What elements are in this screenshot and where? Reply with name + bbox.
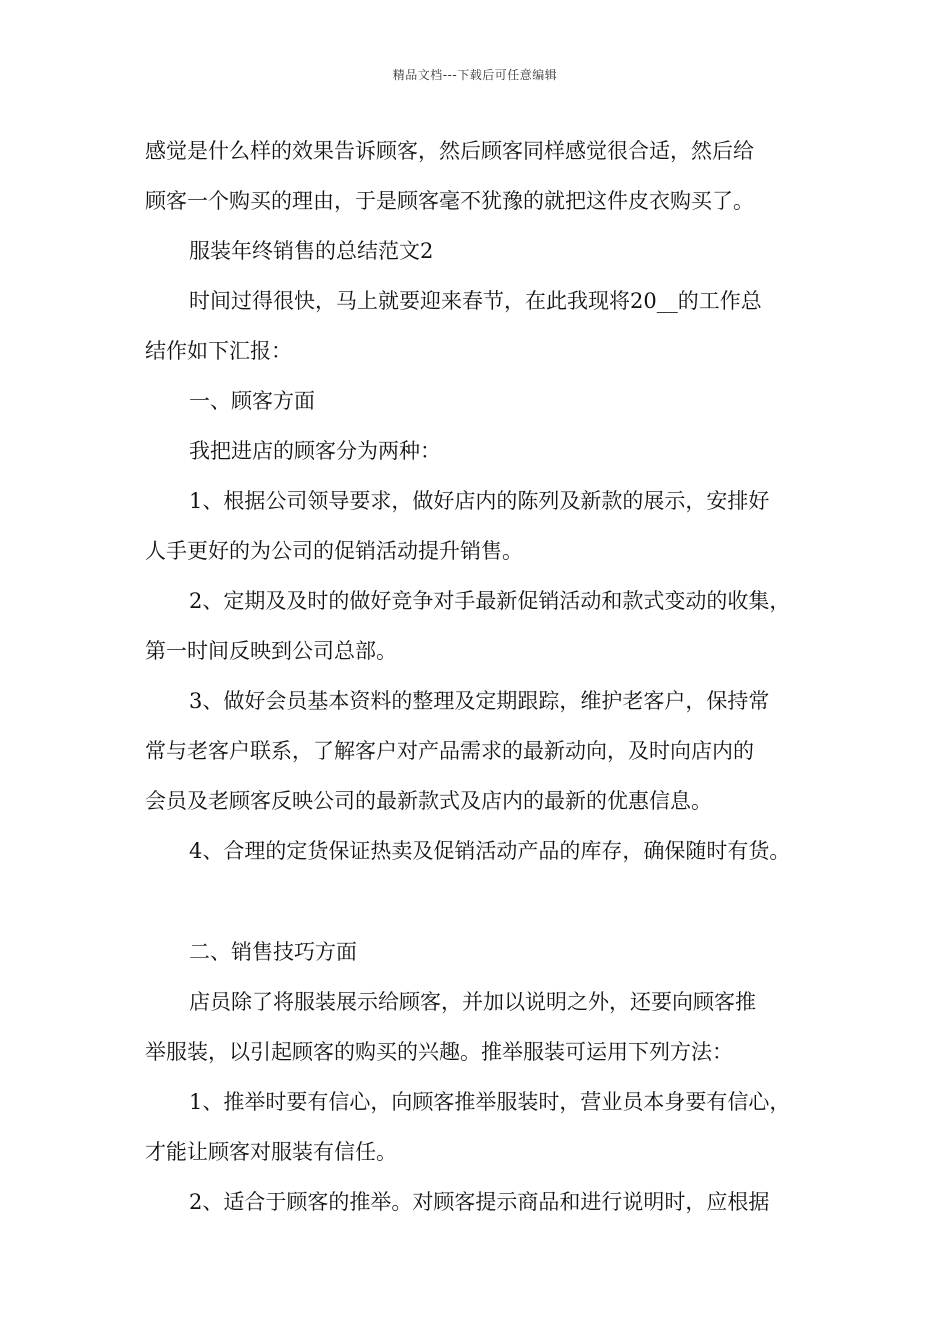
paragraph-line: 店员除了将服装展示给顾客，并加以说明之外，还要向顾客推 [189, 990, 756, 1014]
list-item-line: 会员及老顾客反映公司的最新款式及店内的最新的优惠信息。 [145, 789, 712, 813]
list-item-line: 4、合理的定货保证热卖及促销活动产品的库存，确保随时有货。 [189, 839, 791, 863]
section-heading: 一、顾客方面 [189, 389, 315, 413]
document-body [145, 132, 811, 1233]
blank-line [145, 882, 811, 933]
paragraph-line: 时间过得很快，马上就要迎来春节，在此我现将20__的工作总 [189, 289, 762, 313]
paragraph-line: 我把进店的顾客分为两种： [189, 439, 441, 463]
list-item-line: 1、推举时要有信心，向顾客推举服装时，营业员本身要有信心， [189, 1090, 791, 1114]
list-item-line: 第一时间反映到公司总部。 [145, 639, 397, 663]
list-item-line: 1、根据公司领导要求，做好店内的陈列及新款的展示，安排好 [189, 489, 770, 513]
paragraph-line: 举服装，以引起顾客的购买的兴趣。推举服装可运用下列方法： [145, 1040, 733, 1064]
section-title: 服装年终销售的总结范文2 [189, 239, 434, 263]
list-item-line: 人手更好的为公司的促销活动提升销售。 [145, 539, 523, 563]
list-item-line: 常与老客户联系，了解客户对产品需求的最新动向，及时向店内的 [145, 739, 754, 763]
paragraph-line: 结作如下汇报： [145, 339, 292, 363]
section-heading: 二、销售技巧方面 [189, 940, 357, 964]
page-header: 精品文档---下载后可任意编辑 [392, 68, 558, 82]
list-item-line: 才能让顾客对服装有信任。 [145, 1140, 397, 1164]
list-item-line: 2、适合于顾客的推举。对顾客提示商品和进行说明时，应根据 [189, 1190, 770, 1214]
list-item-line: 3、做好会员基本资料的整理及定期跟踪，维护老客户，保持常 [189, 689, 770, 713]
paragraph-line: 顾客一个购买的理由，于是顾客毫不犹豫的就把这件皮衣购买了。 [145, 189, 754, 213]
paragraph-line: 感觉是什么样的效果告诉顾客，然后顾客同样感觉很合适，然后给 [145, 139, 754, 163]
list-item-line: 2、定期及及时的做好竞争对手最新促销活动和款式变动的收集， [189, 589, 791, 613]
